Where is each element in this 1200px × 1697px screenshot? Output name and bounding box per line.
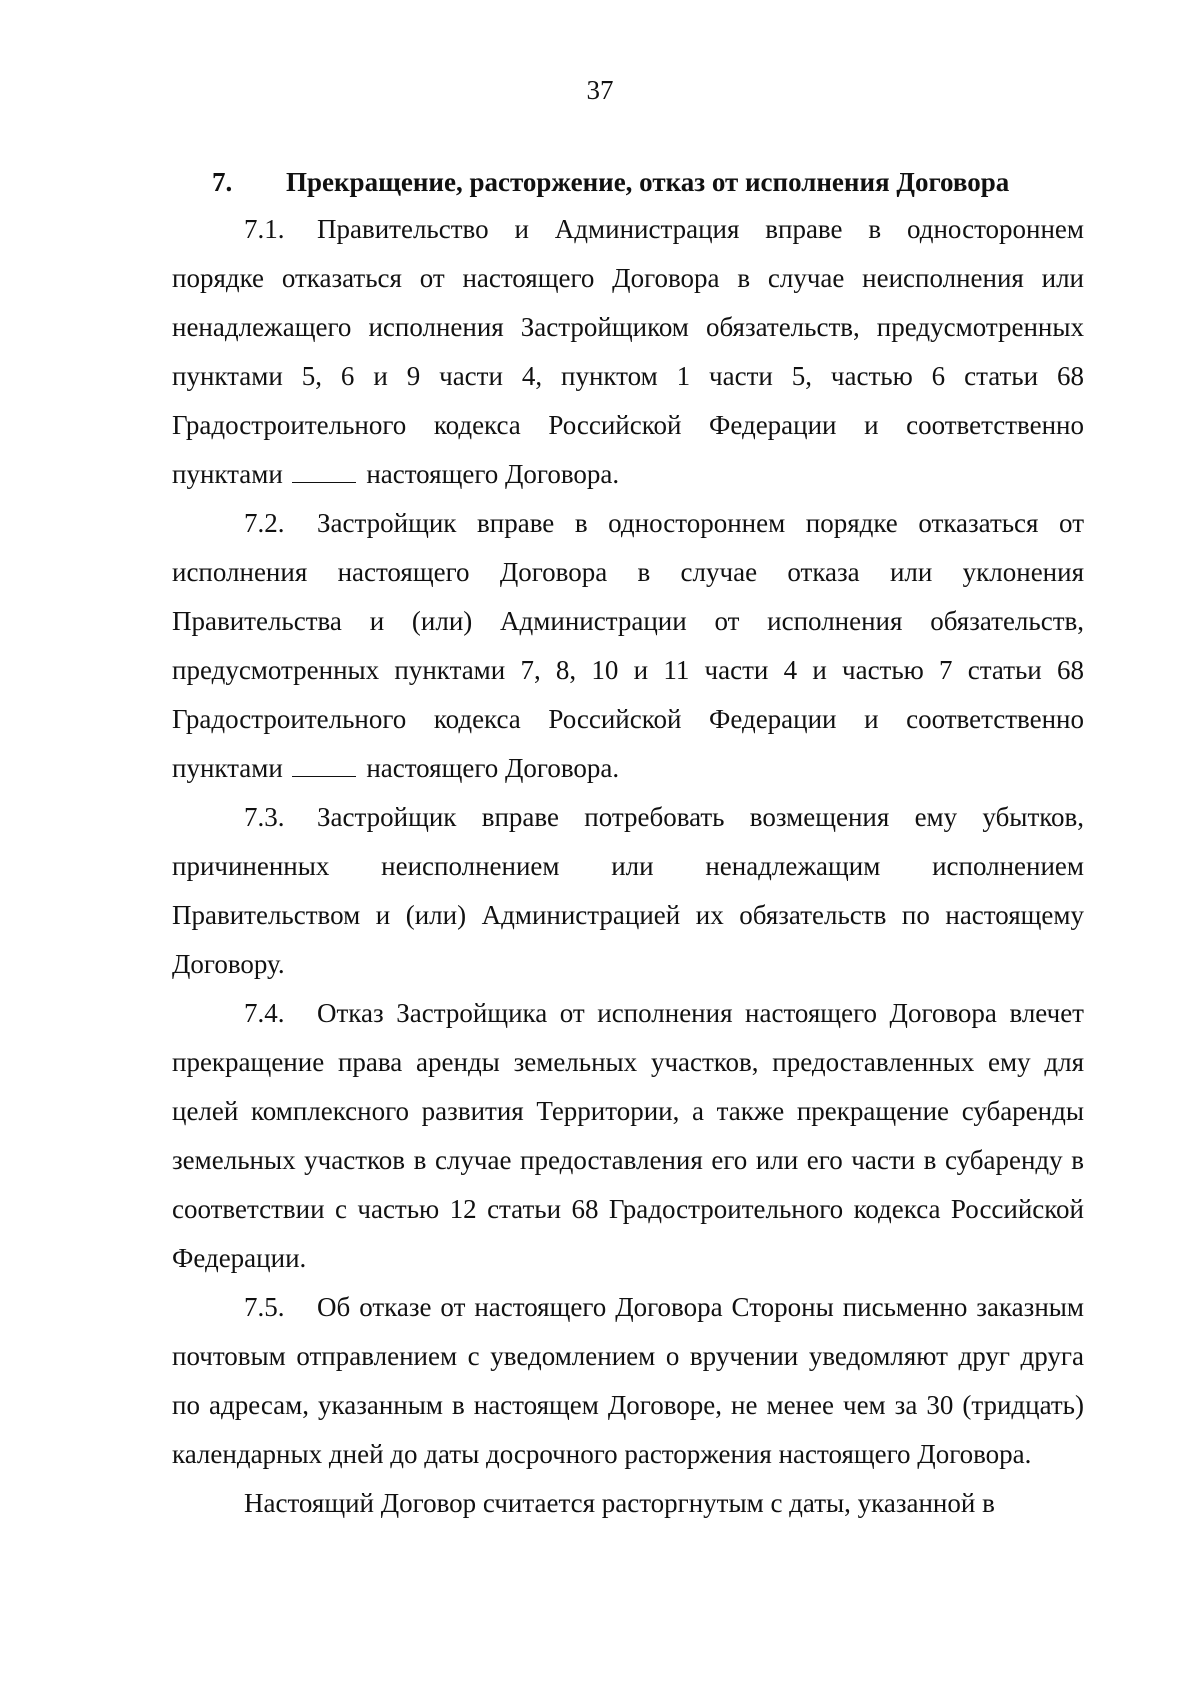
clause-text-end: настоящего Договора. bbox=[366, 459, 620, 489]
section-number: 7. bbox=[212, 167, 233, 197]
clause-number: 7.5. bbox=[244, 1292, 285, 1322]
blank-field bbox=[292, 754, 356, 777]
clause-text: Отказ Застройщика от исполнения настоящего Договора влечет прекращение права аренды земельных участков, предоставленных ему для целей комплексного развития Территории, а также прекращение субаренды земельных участков в случае предоставления его или его части в субаренду в соответствии с частью 12 статьи 68 Градостроительного кодекса Российской Федерации. bbox=[172, 998, 1084, 1273]
clause-number: 7.3. bbox=[244, 802, 285, 832]
clause-number: 7.4. bbox=[244, 998, 285, 1028]
section-heading bbox=[172, 160, 1084, 204]
clause-7-5-continued bbox=[172, 1479, 1084, 1528]
blank-field bbox=[292, 460, 356, 483]
clause-7-4 bbox=[172, 989, 1084, 1283]
clause-7-5 bbox=[172, 1283, 1084, 1479]
clause-text: Настоящий Договор считается расторгнутым с даты, указанной в bbox=[244, 1488, 995, 1518]
clause-text: Застройщик вправе потребовать возмещения ему убытков, причиненных неисполнением или ненадлежащим исполнением Правительством и (или) Администрацией их обязательств по настоящему Договору. bbox=[172, 802, 1084, 979]
clause-number: 7.1. bbox=[244, 214, 285, 244]
clause-text: Правительство и Администрация вправе в одностороннем порядке отказаться от настоящего Договора в случае неисполнения или ненадлежащего исполнения Застройщиком обязательств, предусмотренных пунктами 5, 6 и 9 части 4, пунктом 1 части 5, частью 6 статьи 68 Градостроительного кодекса Российской Федерации и соответственно пунктами bbox=[172, 214, 1084, 489]
section-title: Прекращение, расторжение, отказ от исполнения Договора bbox=[286, 167, 1010, 197]
clause-7-2 bbox=[172, 499, 1084, 793]
clause-text: Об отказе от настоящего Договора Стороны письменно заказным почтовым отправлением с уведомлением о вручении уведомляют друг друга по адресам, указанным в настоящем Договоре, не менее чем за 30 (тридцать) календарных дней до даты досрочного расторжения настоящего Договора. bbox=[172, 1292, 1084, 1469]
clause-7-3 bbox=[172, 793, 1084, 989]
clause-7-1 bbox=[172, 205, 1084, 499]
document-body bbox=[172, 160, 1084, 1528]
clause-text: Застройщик вправе в одностороннем порядке отказаться от исполнения настоящего Договора в случае отказа или уклонения Правительства и (или) Администрации от исполнения обязательств, предусмотренных пунктами 7, 8, 10 и 11 части 4 и частью 7 статьи 68 Градостроительного кодекса Российской Федерации и соответственно пунктами bbox=[172, 508, 1084, 783]
clause-text-end: настоящего Договора. bbox=[366, 753, 620, 783]
clause-number: 7.2. bbox=[244, 508, 285, 538]
page-number: 37 bbox=[586, 75, 614, 105]
